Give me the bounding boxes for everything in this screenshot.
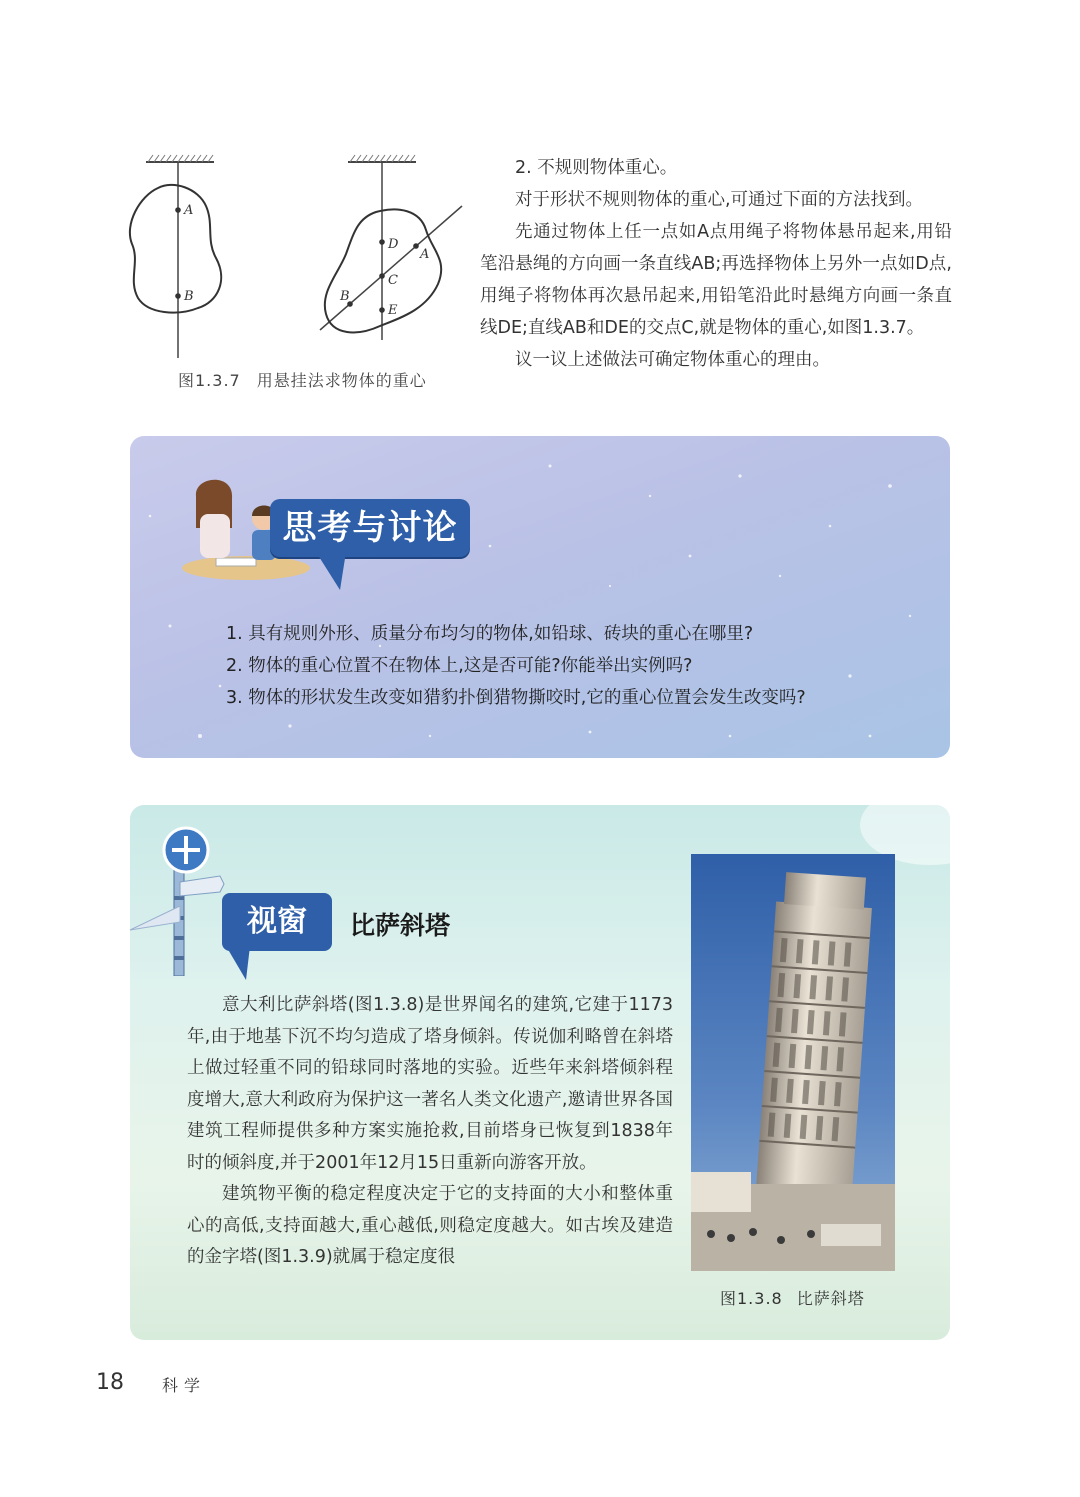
figure-caption — [178, 368, 427, 391]
label-a2: A — [420, 247, 430, 262]
photo-caption-text: 比萨斜塔 — [796, 1289, 865, 1308]
question-item: 2. 物体的重心位置不在物体上,这是否可能?你能举出实例吗? — [226, 656, 693, 676]
photo-caption-number: 图1.3.8 — [720, 1289, 783, 1308]
paragraph-3: 议一议上述做法可确定物体重心的理由。 — [515, 350, 830, 370]
page-number: 18 — [96, 1370, 124, 1395]
photo-caption — [720, 1286, 865, 1309]
section-heading: 2. 不规则物体重心。 — [515, 158, 678, 178]
tag-tail — [224, 946, 254, 982]
leaning-tower-photo — [691, 854, 895, 1271]
window-tag: 视窗 — [222, 893, 332, 951]
paragraph-2: 先通过物体上任一点如A点用绳子将物体悬吊起来,用铅笔沿悬绳的方向画一条直线AB;再选择物体上另外一点如D点,用绳子将物体再次悬吊起来,用铅笔沿此时悬绳方向画一条直线DE;直线AB和DE的交点C,就是物体的重心,如图1.3.7。 — [480, 222, 952, 338]
figure-1-3-7 — [118, 150, 478, 360]
figure-caption-number: 图1.3.7 — [178, 371, 241, 390]
label-a: A — [184, 203, 194, 218]
label-d: D — [388, 237, 399, 252]
think-discuss-title: 思考与讨论 — [270, 499, 470, 557]
paragraph-1: 对于形状不规则物体的重心,可通过下面的方法找到。 — [515, 190, 924, 210]
window-paragraph-2: 建筑物平衡的稳定程度决定于它的支持面的大小和整体重心的高低,支持面越大,重心越低,则稳定度越大。如古埃及建造的金字塔(图1.3.9)就属于稳定度很 — [187, 1184, 673, 1267]
label-b2: B — [340, 289, 350, 304]
window-title: 比萨斜塔 — [350, 911, 451, 940]
label-c: C — [388, 273, 398, 288]
question-list — [226, 618, 926, 714]
section-irregular-center-of-gravity — [480, 152, 952, 376]
speech-bubble-tail — [312, 552, 352, 592]
page-subject: 科学 — [162, 1376, 207, 1395]
question-item: 1. 具有规则外形、质量分布均匀的物体,如铅球、砖块的重心在哪里? — [226, 624, 754, 644]
figure-caption-text: 用悬挂法求物体的重心 — [256, 371, 427, 390]
question-item: 3. 物体的形状发生改变如猎豹扑倒猎物撕咬时,它的重心位置会发生改变吗? — [226, 688, 806, 708]
window-body — [187, 990, 673, 1274]
window-paragraph-1: 意大利比萨斜塔(图1.3.8)是世界闻名的建筑,它建于1173年,由于地基下沉不均匀造成了塔身倾斜。传说伽利略曾在斜塔上做过轻重不同的铅球同时落地的实验。近些年来斜塔倾斜程度增大,意大利政府为保护这一著名人类文化遗产,邀请世界各国建筑工程师提供多种方案实施抢救,目前塔身已恢复到1838年时的倾斜度,并于2001年12月15日重新向游客开放。 — [187, 995, 673, 1173]
label-e: E — [388, 303, 398, 318]
label-b: B — [184, 289, 194, 304]
